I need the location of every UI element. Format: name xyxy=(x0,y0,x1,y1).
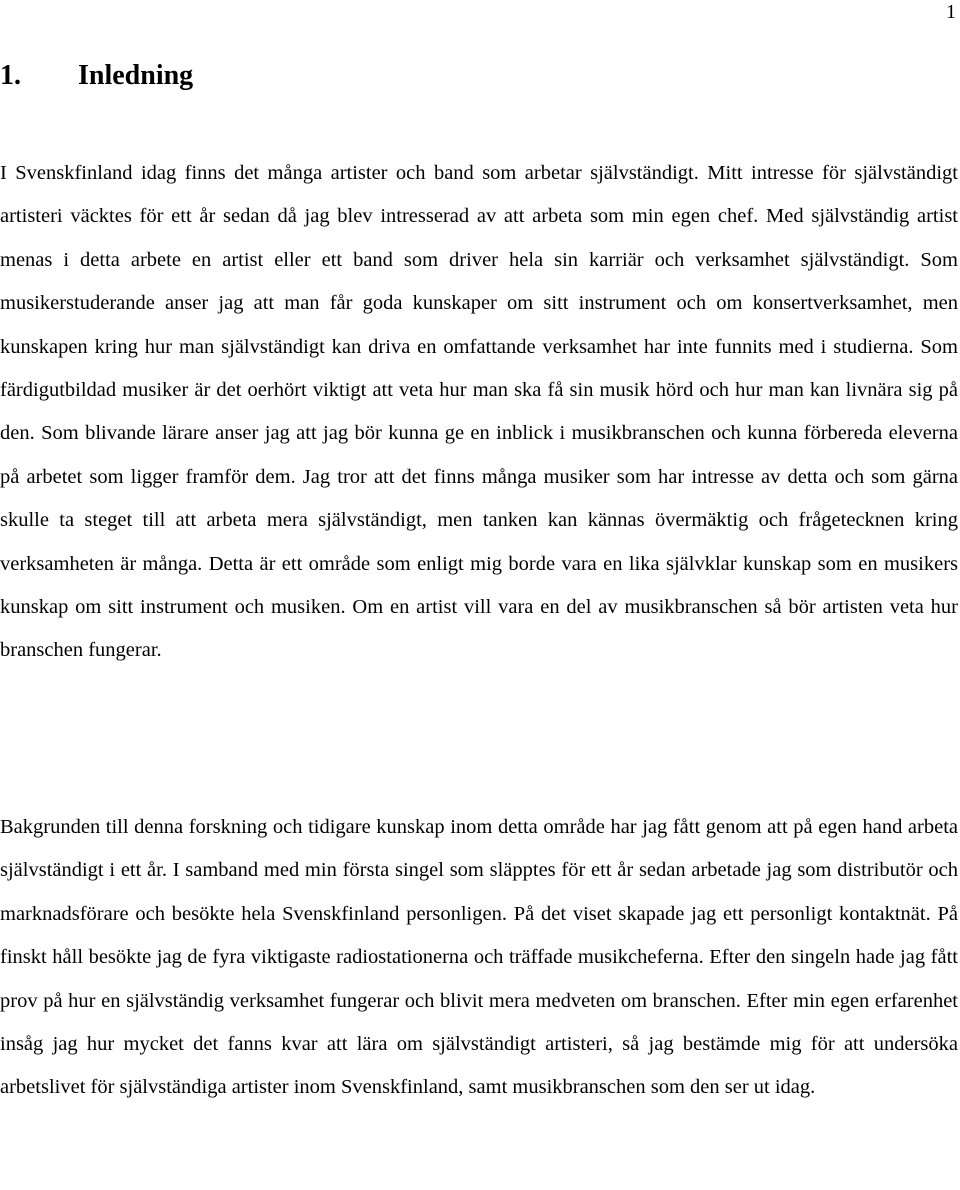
section-number: 1. xyxy=(0,60,21,91)
section-title: Inledning xyxy=(78,60,194,91)
paragraph-intro: I Svenskfinland idag finns det många artister och band som arbetar självständigt. Mitt intresse för självständigt artisteri väcktes för ett år sedan då jag blev intresserad av att arbeta som min egen chef. Med självständig artist menas i detta arbete en artist eller ett band som driver hela sin karriär och verksamhet självständigt. Som musikerstuderande anser jag att man får goda kunskaper om sitt instrument och om konsertverksamhet, men kunskapen kring hur man självständigt kan driva en omfattande verksamhet har inte funnits med i studierna. Som färdigutbildad musiker är det oerhört viktigt att veta hur man ska få sin musik hörd och hur man kan livnära sig på den. Som blivande lärare anser jag att jag bör kunna ge en inblick i musikbranschen och kunna förbereda eleverna på arbetet som ligger framför dem. Jag tror att det finns många musiker som har intresse av detta och som gärna skulle ta steget till att arbeta mera självständigt, men tanken kan kännas övermäktig och frågetecknen kring verksamheten är många. Detta är ett område som enligt mig borde vara en lika självklar kunskap som en musikers kunskap om sitt instrument och musiken. Om en artist vill vara en del av musikbranschen så bör artisten veta hur branschen fungerar. xyxy=(0,162,958,662)
paragraph-background: Bakgrunden till denna forskning och tidigare kunskap inom detta område har jag fått genom att på egen hand arbeta självständigt i ett år. I samband med min första singel som släpptes för ett år sedan arbetade jag som distributör och marknadsförare och besökte hela Svenskfinland personligen. På det viset skapade jag ett personligt kontaktnät. På finskt håll besökte jag de fyra viktigaste radiostationerna och träffade musikcheferna. Efter den singeln hade jag fått prov på hur en självständig verksamhet fungerar och blivit mera medveten om branschen. Efter min egen erfarenhet insåg jag hur mycket det fanns kvar att lära om självständigt artisteri, så jag bestämde mig för att undersöka arbetslivet för självständiga artister inom Svenskfinland, samt musikbranschen som den ser ut idag. xyxy=(0,816,958,1099)
page-number: 1 xyxy=(946,1,956,23)
section-heading xyxy=(0,56,193,96)
